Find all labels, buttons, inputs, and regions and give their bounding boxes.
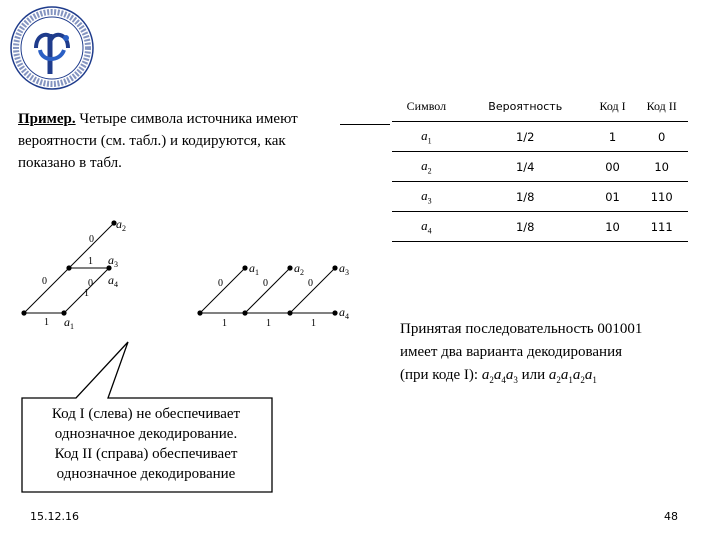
right-bit: 0 (218, 278, 223, 289)
left-bit: 0 (89, 234, 94, 245)
header-probability: Вероятность (488, 100, 563, 113)
right-label-a1: $a_1$ (249, 261, 259, 277)
left-label-a2: $a_2$ (116, 217, 126, 233)
cell-code-1: 10 (590, 212, 636, 242)
cell-probability: 1/8 (461, 212, 590, 242)
cell-code-1: 1 (590, 122, 636, 152)
left-bit: 1 (84, 288, 89, 299)
right-bit: 1 (311, 318, 316, 329)
footer-date: 15.12.16 (30, 510, 79, 523)
right-bit: 1 (266, 318, 271, 329)
cell-symbol: $a_1$ (392, 122, 461, 152)
cell-probability: 1/8 (461, 182, 590, 212)
left-bit: 1 (88, 256, 93, 267)
header-code-2: Код II (646, 99, 677, 113)
left-label-a1: $a_1$ (64, 315, 74, 331)
cell-code-1: 00 (590, 152, 636, 182)
cell-symbol: $a_4$ (392, 212, 461, 242)
decoding-line-2: имеет два варианта декодирования (400, 344, 623, 360)
cell-symbol: $a_3$ (392, 182, 461, 212)
cell-probability: 1/4 (461, 152, 590, 182)
right-label-a4: $a_4$ (339, 305, 349, 321)
decoding-line-1: Принятая последовательность 001001 (400, 321, 643, 337)
left-bit: 0 (42, 276, 47, 287)
callout-line: Код II (справа) обеспечивает (54, 446, 238, 462)
right-bit: 0 (263, 278, 268, 289)
callout-text (24, 404, 268, 484)
page-number: 48 (664, 510, 678, 523)
right-bit: 1 (222, 318, 227, 329)
cell-code-2: 0 (635, 122, 688, 152)
cell-probability: 1/2 (461, 122, 590, 152)
cell-code-2: 110 (635, 182, 688, 212)
left-bit: 0 (88, 278, 93, 289)
callout-line: Код I (слева) не обеспечивает (51, 406, 241, 422)
cell-symbol: $a_2$ (392, 152, 461, 182)
decoding-line-3: (при коде I): $a_2a_4a_3$ или $a_2a_1a_2a_1$ (400, 367, 597, 385)
left-label-a3: $a_3$ (108, 253, 118, 269)
right-label-a3: $a_3$ (339, 261, 349, 277)
cell-code-2: 111 (635, 212, 688, 242)
right-bit: 0 (308, 278, 313, 289)
header-code-1: Код I (599, 99, 626, 113)
cell-code-1: 01 (590, 182, 636, 212)
intro-text: Четыре символа источника имеют вероятности (см. табл.) и кодируются, как показано в табл. (18, 111, 298, 171)
callout-line: однозначное декодирование. (54, 426, 238, 442)
cell-code-2: 10 (635, 152, 688, 182)
intro-lead: Пример. (18, 111, 76, 127)
left-label-a4: $a_4$ (108, 273, 118, 289)
right-label-a2: $a_2$ (294, 261, 304, 277)
callout-line: однозначное декодирование (56, 466, 236, 482)
header-symbol: Символ (406, 99, 447, 113)
left-bit: 1 (44, 317, 49, 328)
